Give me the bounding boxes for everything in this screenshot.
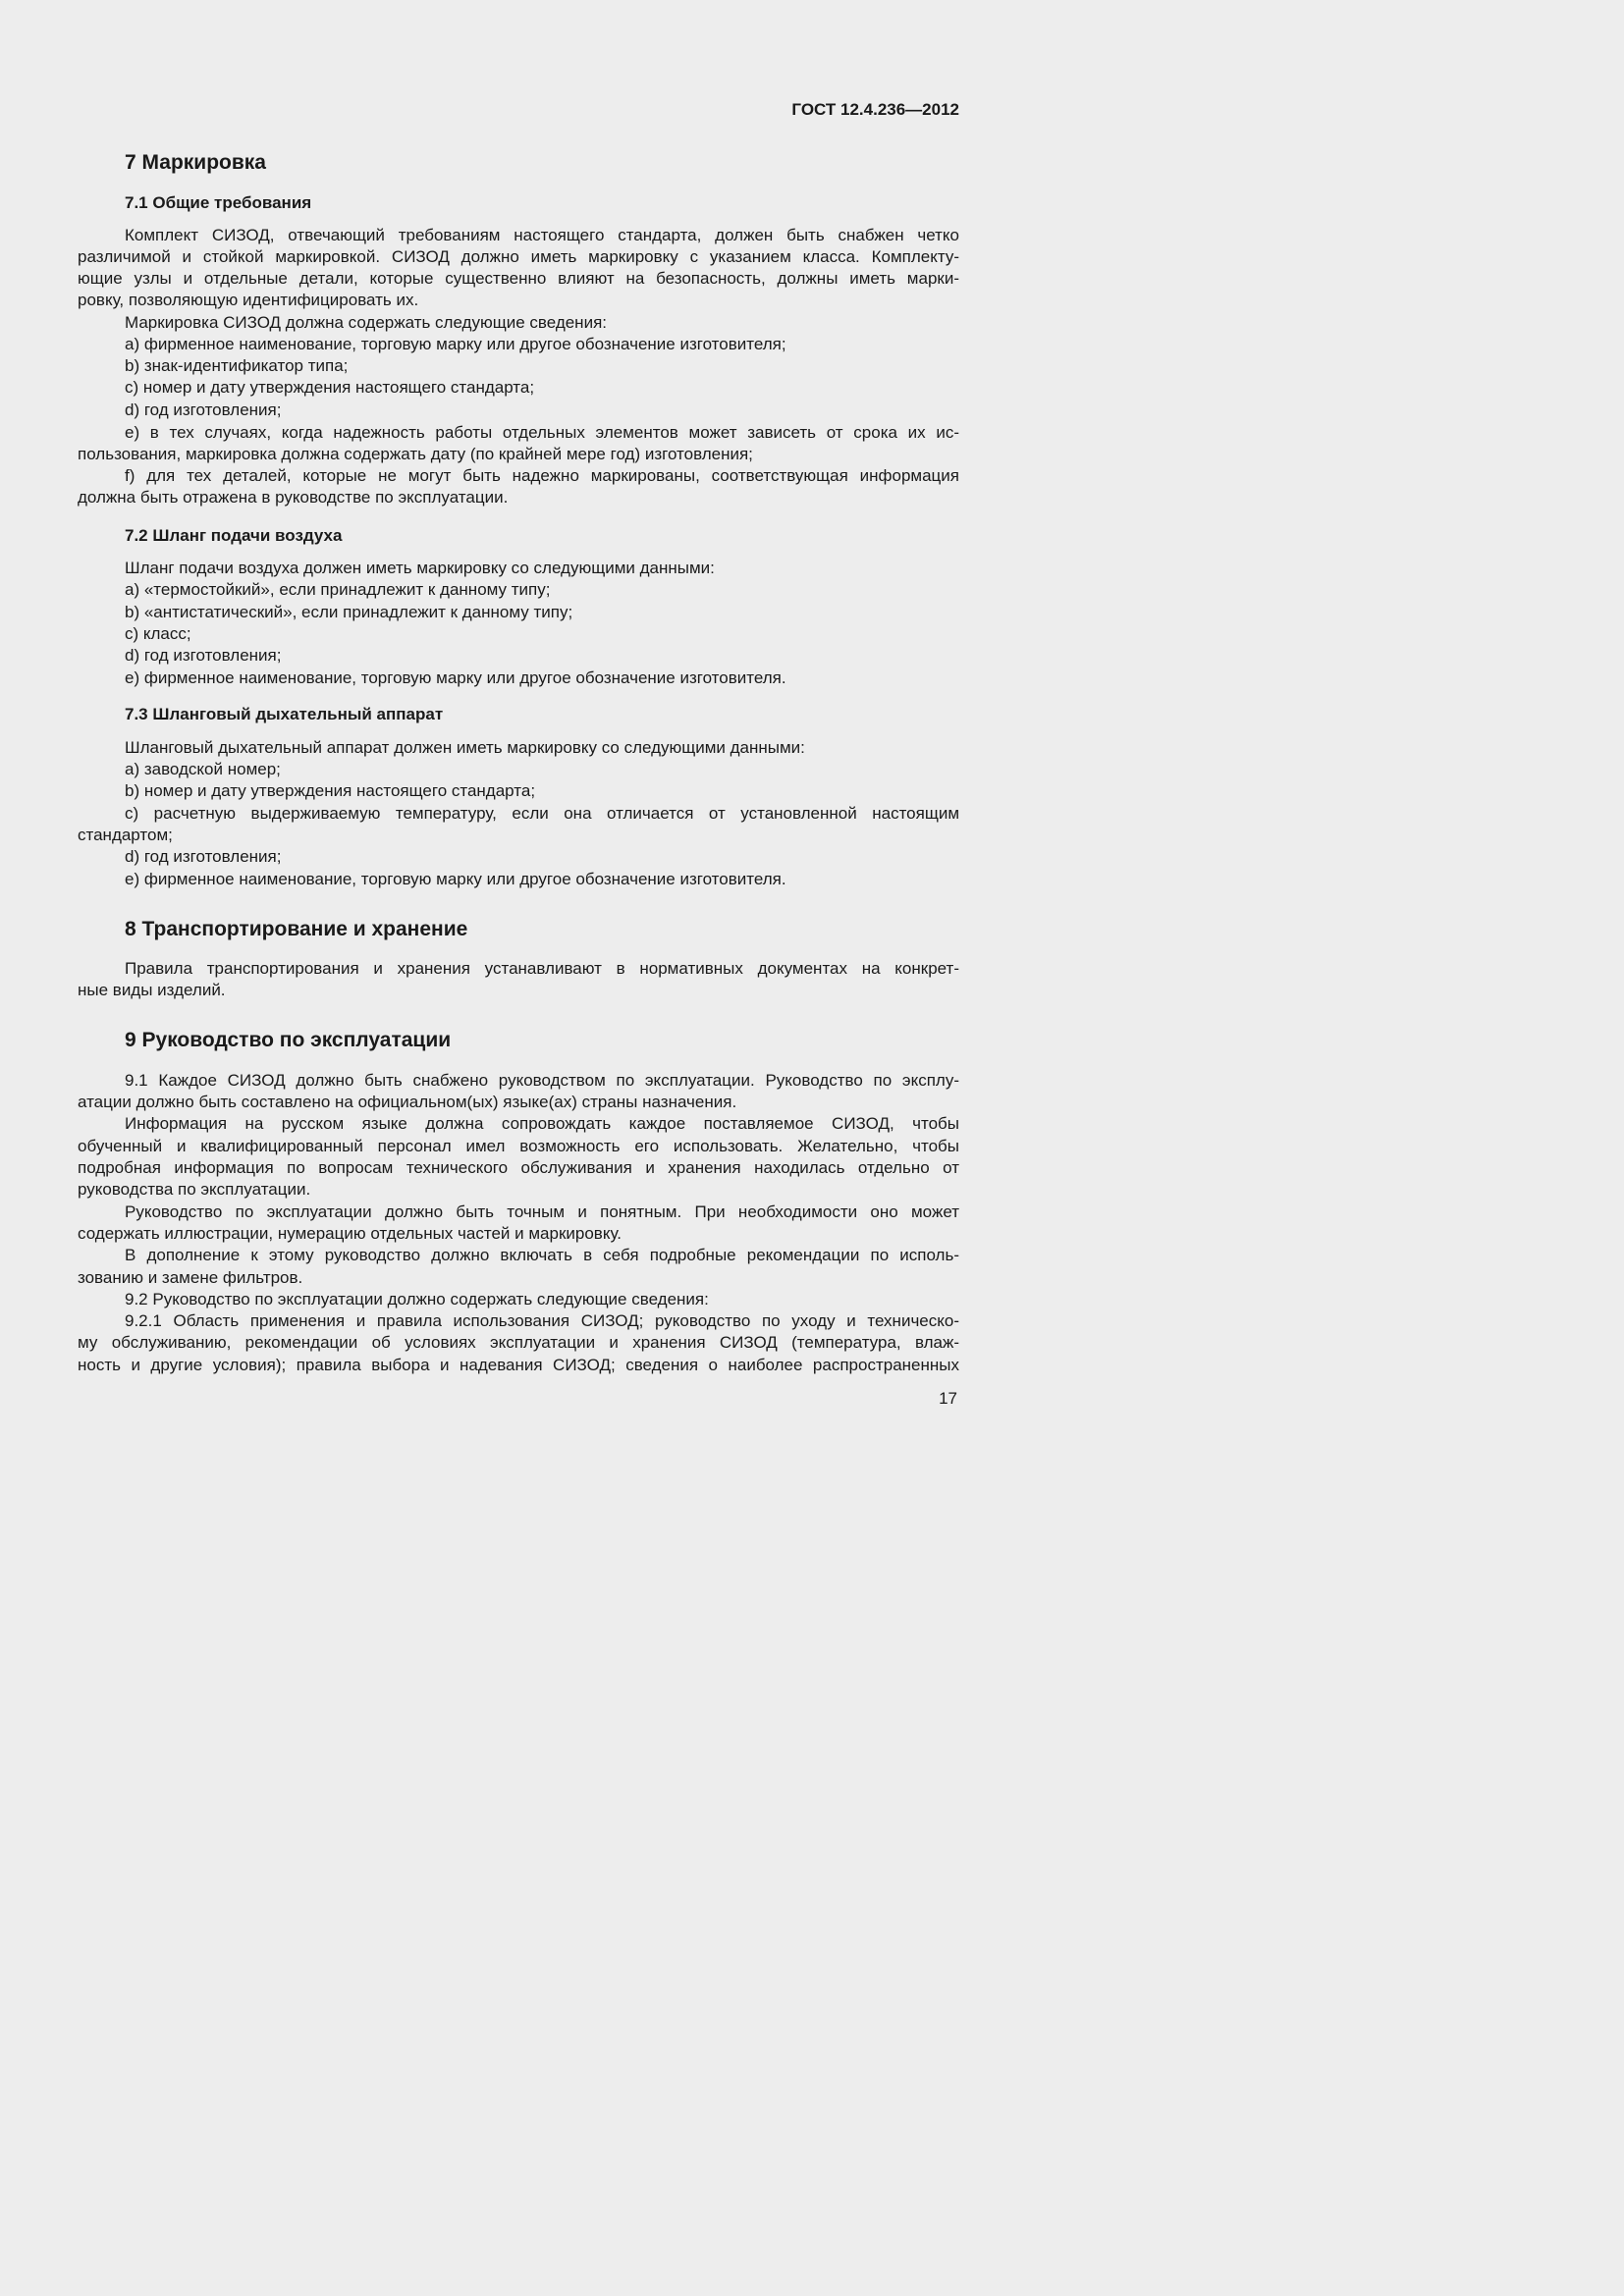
paragraph-line: Маркировка СИЗОД должна содержать следующие сведения: [125, 313, 607, 332]
list-item: c) класс; [125, 624, 191, 643]
section-7-title: 7 Маркировка [125, 151, 266, 174]
paragraph-line: ность и другие условия); правила выбора и надевания СИЗОД; сведения о наиболее распространенных [78, 1356, 959, 1374]
section-7-1-title: 7.1 Общие требования [125, 193, 312, 212]
paragraph-line: Комплект СИЗОД, отвечающий требованиям настоящего стандарта, должен быть снабжен четко [125, 226, 959, 244]
list-item: c) номер и дату утверждения настоящего стандарта; [125, 378, 535, 397]
list-item-cont: пользования, маркировка должна содержать дату (по крайней мере год) изготовления; [78, 445, 753, 463]
list-item: a) фирменное наименование, торговую марку или другое обозначение изготовителя; [125, 335, 786, 353]
paragraph-line: Шланг подачи воздуха должен иметь маркировку со следующими данными: [125, 559, 715, 577]
paragraph-line: ющие узлы и отдельные детали, которые существенно влияют на безопасность, должны иметь марки- [78, 269, 959, 288]
paragraph-line: ные виды изделий. [78, 981, 226, 999]
paragraph-line: ровку, позволяющую идентифицировать их. [78, 291, 419, 309]
list-item: f) для тех деталей, которые не могут быть надежно маркированы, соответствующая информация [125, 466, 959, 485]
paragraph-line: Информация на русском языке должна сопровождать каждое поставляемое СИЗОД, чтобы [125, 1114, 959, 1133]
paragraph-line: содержать иллюстрации, нумерацию отдельных частей и маркировку. [78, 1224, 622, 1243]
paragraph-line: руководства по эксплуатации. [78, 1180, 311, 1199]
list-item: b) «антистатический», если принадлежит к данному типу; [125, 603, 573, 621]
paragraph-line: подробная информация по вопросам технического обслуживания и хранения находилась отдельно от [78, 1158, 959, 1177]
section-7-2-title: 7.2 Шланг подачи воздуха [125, 526, 343, 545]
paragraph-line: атации должно быть составлено на официальном(ых) языке(ах) страны назначения. [78, 1093, 737, 1111]
list-item: a) «термостойкий», если принадлежит к данному типу; [125, 580, 551, 599]
paragraph-line: В дополнение к этому руководство должно включать в себя подробные рекомендации по исполь- [125, 1246, 959, 1264]
list-item: d) год изготовления; [125, 646, 282, 665]
paragraph-line: Правила транспортирования и хранения устанавливают в нормативных документах на конкрет- [125, 959, 959, 978]
paragraph-line: 9.2 Руководство по эксплуатации должно содержать следующие сведения: [125, 1290, 709, 1308]
list-item-cont: стандартом; [78, 826, 173, 844]
section-8-title: 8 Транспортирование и хранение [125, 918, 468, 940]
list-item: b) номер и дату утверждения настоящего стандарта; [125, 781, 536, 800]
list-item: e) фирменное наименование, торговую марку или другое обозначение изготовителя. [125, 668, 786, 687]
paragraph-line: 9.1 Каждое СИЗОД должно быть снабжено руководством по эксплуатации. Руководство по эксплу- [125, 1071, 959, 1090]
document-header: ГОСТ 12.4.236—2012 [791, 100, 959, 119]
list-item: b) знак-идентификатор типа; [125, 356, 349, 375]
paragraph-line: различимой и стойкой маркировкой. СИЗОД должно иметь маркировку с указанием класса. Комплекту- [78, 247, 959, 266]
paragraph-line: Руководство по эксплуатации должно быть точным и понятным. При необходимости оно может [125, 1202, 959, 1221]
list-item: e) в тех случаях, когда надежность работы отдельных элементов может зависеть от срока их ис- [125, 423, 959, 442]
list-item: a) заводской номер; [125, 760, 281, 778]
paragraph-line: 9.2.1 Область применения и правила использования СИЗОД; руководство по уходу и техническо- [125, 1311, 959, 1330]
paragraph-line: зованию и замене фильтров. [78, 1268, 303, 1287]
list-item: c) расчетную выдерживаемую температуру, если она отличается от установленной настоящим [125, 804, 959, 823]
list-item: d) год изготовления; [125, 847, 282, 866]
page-number: 17 [939, 1389, 957, 1408]
section-9-title: 9 Руководство по эксплуатации [125, 1029, 452, 1051]
section-7-3-title: 7.3 Шланговый дыхательный аппарат [125, 705, 444, 723]
list-item-cont: должна быть отражена в руководстве по эксплуатации. [78, 488, 509, 507]
paragraph-line: му обслуживанию, рекомендации об условиях эксплуатации и хранения СИЗОД (температура, влаж- [78, 1333, 959, 1352]
list-item: e) фирменное наименование, торговую марку или другое обозначение изготовителя. [125, 870, 786, 888]
paragraph-line: обученный и квалифицированный персонал имел возможность его использовать. Желательно, чтобы [78, 1137, 959, 1155]
paragraph-line: Шланговый дыхательный аппарат должен иметь маркировку со следующими данными: [125, 738, 805, 757]
list-item: d) год изготовления; [125, 400, 282, 419]
